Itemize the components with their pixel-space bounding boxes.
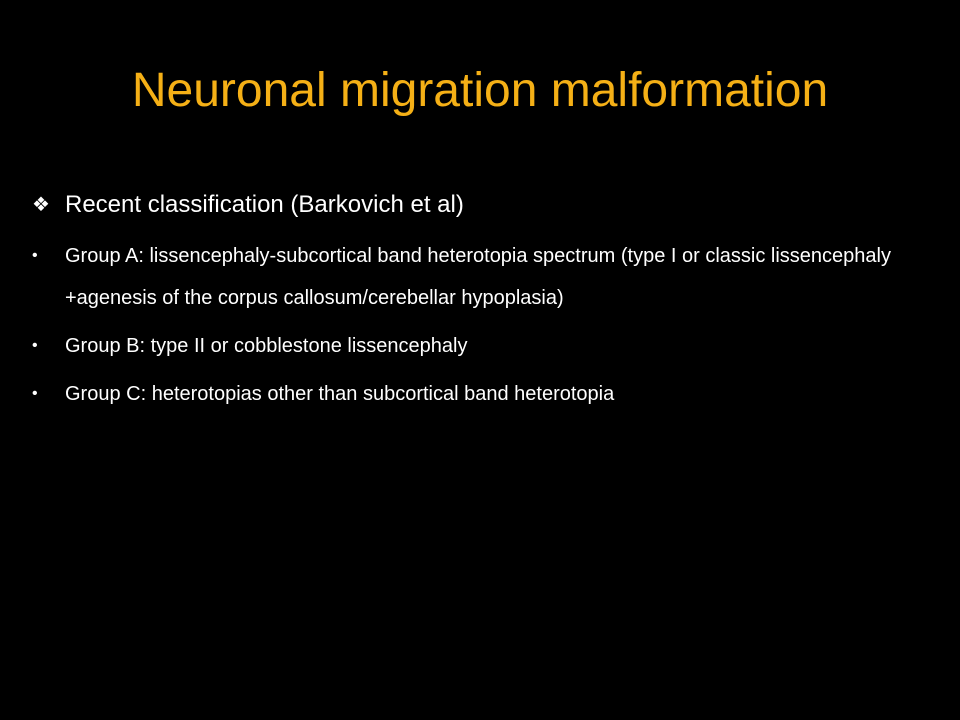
list-item-text: Group A: lissencephaly-subcortical band heterotopia spectrum (type I or classic lissencephaly +agenesis of the corpus callosum/cerebellar hypoplasia) <box>65 245 891 309</box>
list-item-text: Group C: heterotopias other than subcortical band heterotopia <box>65 383 615 405</box>
bullet-dot-icon: • <box>32 385 38 402</box>
slide-title: Neuronal migration malformation <box>131 64 829 117</box>
diamond-bullet-icon: ❖ <box>32 194 50 216</box>
list-item-group-a <box>30 235 930 319</box>
list-item-group-b <box>30 325 930 367</box>
bullet-dot-icon: • <box>32 247 38 264</box>
list-item-text: Group B: type II or cobblestone lissencephaly <box>65 335 468 357</box>
slide-body <box>30 186 930 421</box>
classification-heading-text: Recent classification (Barkovich et al) <box>65 191 464 218</box>
bullet-dot-icon: • <box>32 337 38 354</box>
list-item-group-c <box>30 373 930 415</box>
classification-heading <box>30 186 930 224</box>
